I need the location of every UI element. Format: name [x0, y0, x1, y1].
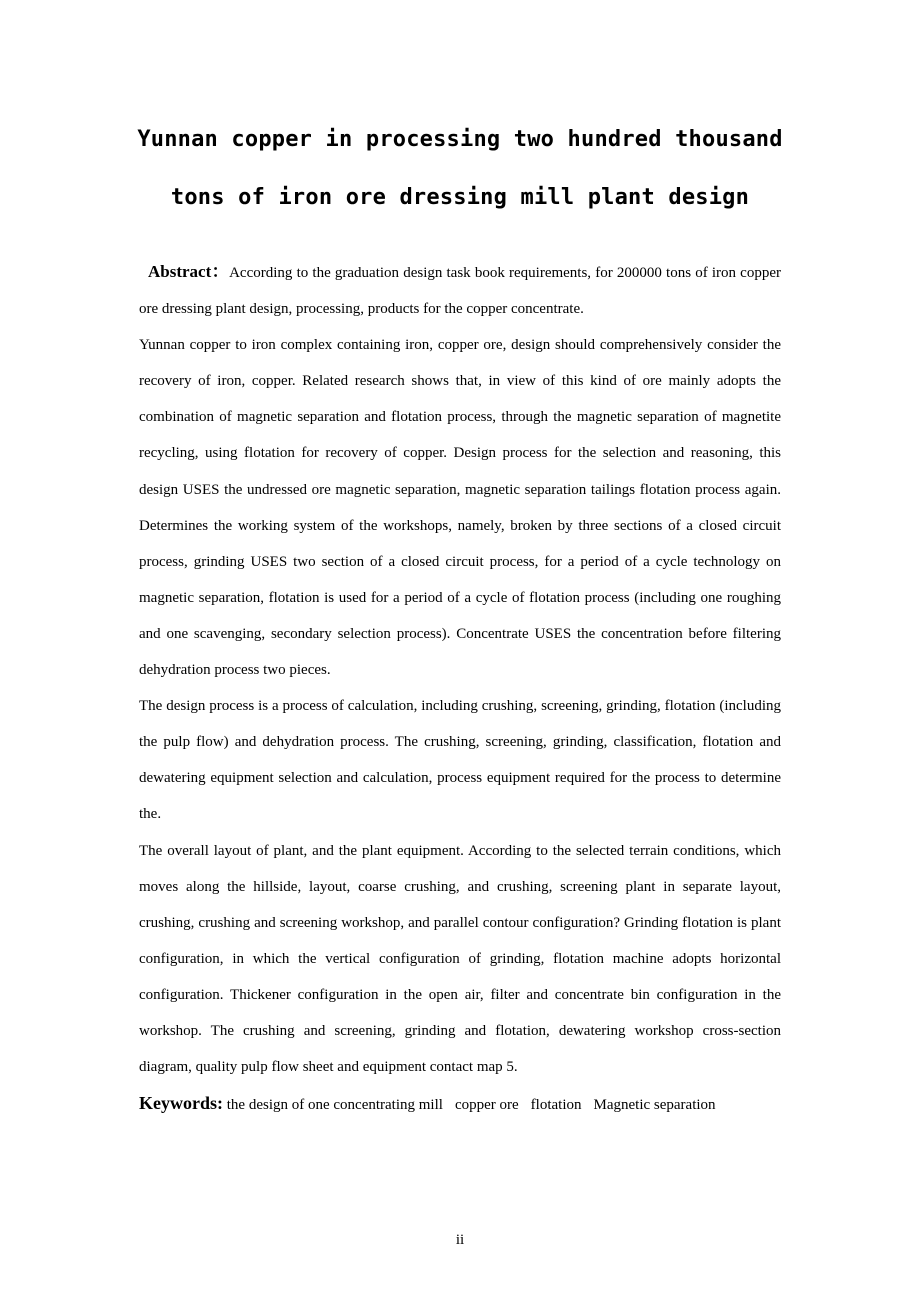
title-line-1: Yunnan copper in processing two hundred thousand: [137, 127, 783, 152]
page-number: ii: [455, 1232, 465, 1248]
abstract-paragraph: The design process is a process of calculation, including crushing, screening, grinding, flotation (including the pulp flow) and dehydration process. The crushing, screening, grinding, classification, flotation and dewatering equipment selection and calculation, process equipment required for the process to determine the.: [139, 698, 781, 823]
keyword-item: flotation: [530, 1097, 582, 1114]
keyword-item: Magnetic separation: [593, 1097, 716, 1114]
abstract-paragraph: The overall layout of plant, and the plant equipment. According to the selected terrain conditions, which moves along the hillside, layout, coarse crushing, and crushing, screening plant in separate layout, crushing, crushing and screening workshop, and parallel contour configuration? Grinding flotation is plant configuration, in which the vertical configuration of grinding, flotation machine adopts horizontal configuration. Thickener configuration in the open air, filter and concentrate bin configuration in the workshop. The crushing and screening, grinding and flotation, dewatering workshop cross-section diagram, quality pulp flow sheet and equipment contact map 5.: [139, 842, 781, 1076]
abstract-label: Abstract：: [148, 262, 230, 281]
keyword-item: copper ore: [454, 1097, 519, 1114]
abstract-body: [139, 254, 781, 1123]
abstract-intro-paragraph: [139, 254, 781, 327]
title-line-2: tons of iron ore dressing mill plant design: [170, 185, 750, 210]
abstract-paragraph: Yunnan copper to iron complex containing iron, copper ore, design should comprehensively consider the recovery of iron, copper. Related research shows that, in view of this kind of ore mainly adopts the combination of magnetic separation and flotation process, through the magnetic separation of magnetite recycling, using flotation for recovery of copper. Design process for the selection and reasoning, this design USES the undressed ore magnetic separation, magnetic separation tailings flotation process again. Determines the working system of the workshops, namely, broken by three sections of a closed circuit process, grinding USES two section of a closed circuit process, for a period of a cycle technology on magnetic separation, flotation is used for a period of a cycle of flotation process (including one roughing and one scavenging, secondary selection process). Concentrate USES the concentration before filtering dehydration process two pieces.: [139, 337, 781, 679]
keywords-line: [139, 1085, 781, 1123]
abstract-intro-text: According to the graduation design task book requirements, for 200000 tons of iron copper ore dressing plant design, processing, products for the copper concentrate.: [139, 265, 781, 318]
keyword-item: the design of one concentrating mill: [226, 1097, 443, 1114]
keywords-label: Keywords:: [139, 1093, 223, 1114]
